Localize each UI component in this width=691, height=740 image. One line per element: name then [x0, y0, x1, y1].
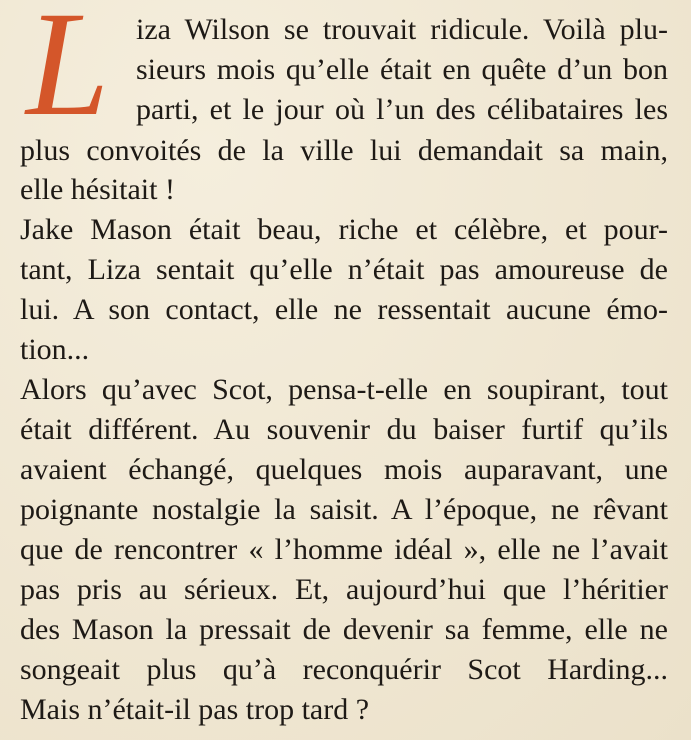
- text-line: sieurs mois qu’elle était en quête d’un bon: [136, 53, 668, 86]
- text-line: parti, et le jour où l’un des célibataires les: [136, 93, 668, 126]
- text-line: plus convoités de la ville lui demandait sa main,: [20, 134, 668, 167]
- text-line: que de rencontrer « l’homme idéal », elle ne l’avait: [20, 533, 668, 566]
- text-line: lui. A son contact, elle ne ressentait aucune émo-: [20, 293, 668, 326]
- text-line: elle hésitait !: [20, 173, 175, 206]
- text-line: tion...: [20, 333, 90, 366]
- text-line: avaient échangé, quelques mois auparavant, une: [20, 453, 668, 486]
- drop-cap: L: [26, 0, 108, 147]
- text-line: était différent. Au souvenir du baiser furtif qu’ils: [20, 413, 668, 446]
- text-line: Alors qu’avec Scot, pensa-t-elle en soupirant, tout: [20, 373, 668, 406]
- text-line: poignante nostalgie la saisit. A l’époque, ne rêvant: [20, 493, 668, 526]
- text-line: Mais n’était-il pas trop tard ?: [20, 693, 370, 726]
- text-line: songeait plus qu’à reconquérir Scot Harding...: [20, 653, 668, 686]
- text-line: iza Wilson se trouvait ridicule. Voilà plu-: [136, 13, 668, 46]
- text-line: tant, Liza sentait qu’elle n’était pas amoureuse de: [20, 253, 668, 286]
- text-line: Jake Mason était beau, riche et célèbre, et pour-: [20, 213, 668, 246]
- text-line: des Mason la pressait de devenir sa femme, elle ne: [20, 613, 668, 646]
- text-line: pas pris au sérieux. Et, aujourd’hui que l’héritier: [20, 573, 668, 606]
